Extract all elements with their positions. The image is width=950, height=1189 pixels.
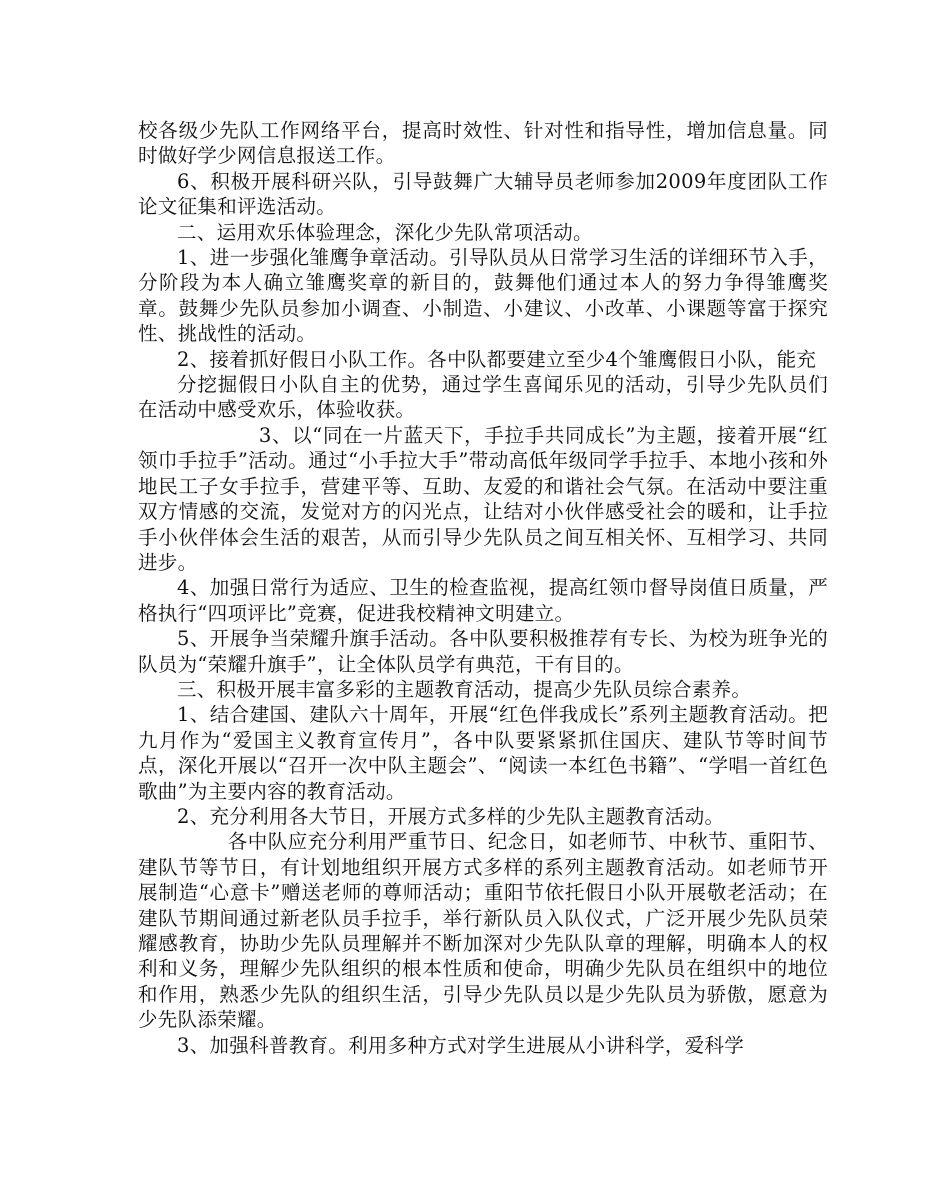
paragraph: 1、结合建国、建队六十周年，开展“红色伴我成长”系列主题教育活动。把九月作为“爱国主义教育宣传月”，各中队要紧紧抓住国庆、建队节等时间节点，深化开展以“召开一次中队主题会”、“阅读一本红色书籍”、“学唱一首红色歌曲”为主要内容的教育活动。 [138,703,828,803]
paragraph: 5、开展争当荣耀升旗手活动。各中队要积极推荐有专长、为校为班争光的队员为“荣耀升旗手”，让全体队员学有典范，干有目的。 [138,627,828,676]
paragraph: 校各级少先队工作网络平台，提高时效性、针对性和指导性，增加信息量。同时做好学少网信息报送工作。 [138,119,828,168]
paragraph: 2、充分利用各大节日，开展方式多样的少先队主题教育活动。 [177,804,725,828]
paragraph: 各中队应充分利用严重节日、纪念日，如老师节、中秋节、重阳节、建队节等节日，有计划地组织开展方式多样的系列主题教育活动。如老师节开展制造“心意卡”赠送老师的尊师活动；重阳节依托假日小队开展敬老活动；在建队节期间通过新老队员手拉手，举行新队员入队仪式，广泛开展少先队员荣耀感教育，协助少先队员理解并不断加深对少先队队章的理解，明确本人的权利和义务，理解少先队组织的根本性质和使命，明确少先队员在组织中的地位和作用，熟悉少先队的组织生活，引导少先队员以是少先队员为骄傲，愿意为少先队添荣耀。 [138,830,828,1032]
paragraph: 3、加强科普教育。利用多种方式对学生进展从小讲科学，爱科学 [177,1033,745,1057]
paragraph: 2、接着抓好假日小队工作。各中队都要建立至少4个雏鹰假日小队，能充 [177,347,817,371]
paragraph: 6、积极开展科研兴队，引导鼓舞广大辅导员老师参加2009年度团队工作论文征集和评选活动。 [138,169,828,219]
document-body [138,118,828,1058]
paragraph: 4、加强日常行为适应、卫生的检查监视，提高红领巾督导岗值日质量，严格执行“四项评比”竞赛，促进我校精神文明建立。 [138,576,828,625]
section-heading: 二、运用欢乐体验理念，深化少先队常项活动。 [177,220,593,244]
section-heading: 三、积极开展丰富多彩的主题教育活动，提高少先队员综合素养。 [177,677,752,701]
paragraph: 3、以“同在一片蓝天下，手拉手共同成长”为主题，接着开展“红领巾手拉手”活动。通过“小手拉大手”带动高低年级同学手拉手、本地小孩和外地民工子女手拉手，营建平等、互助、友爱的和谐社会气氛。在活动中要注重双方情感的交流，发觉对方的闪光点，让结对小伙伴感受社会的暖和，让手拉手小伙伴体会生活的艰苦，从而引导少先队员之间互相关怀、互相学习、共同进步。 [138,423,828,574]
paragraph: 1、进一步强化雏鹰争章活动。引导队员从日常学习生活的详细环节入手，分阶段为本人确立雏鹰奖章的新目的，鼓舞他们通过本人的努力争得雏鹰奖章。鼓舞少先队员参加小调查、小制造、小建议、小改革、小课题等富于探究性、挑战性的活动。 [138,246,828,346]
paragraph: 分挖掘假日小队自主的优势，通过学生喜闻乐见的活动，引导少先队员们在活动中感受欢乐，体验收获。 [138,373,828,422]
